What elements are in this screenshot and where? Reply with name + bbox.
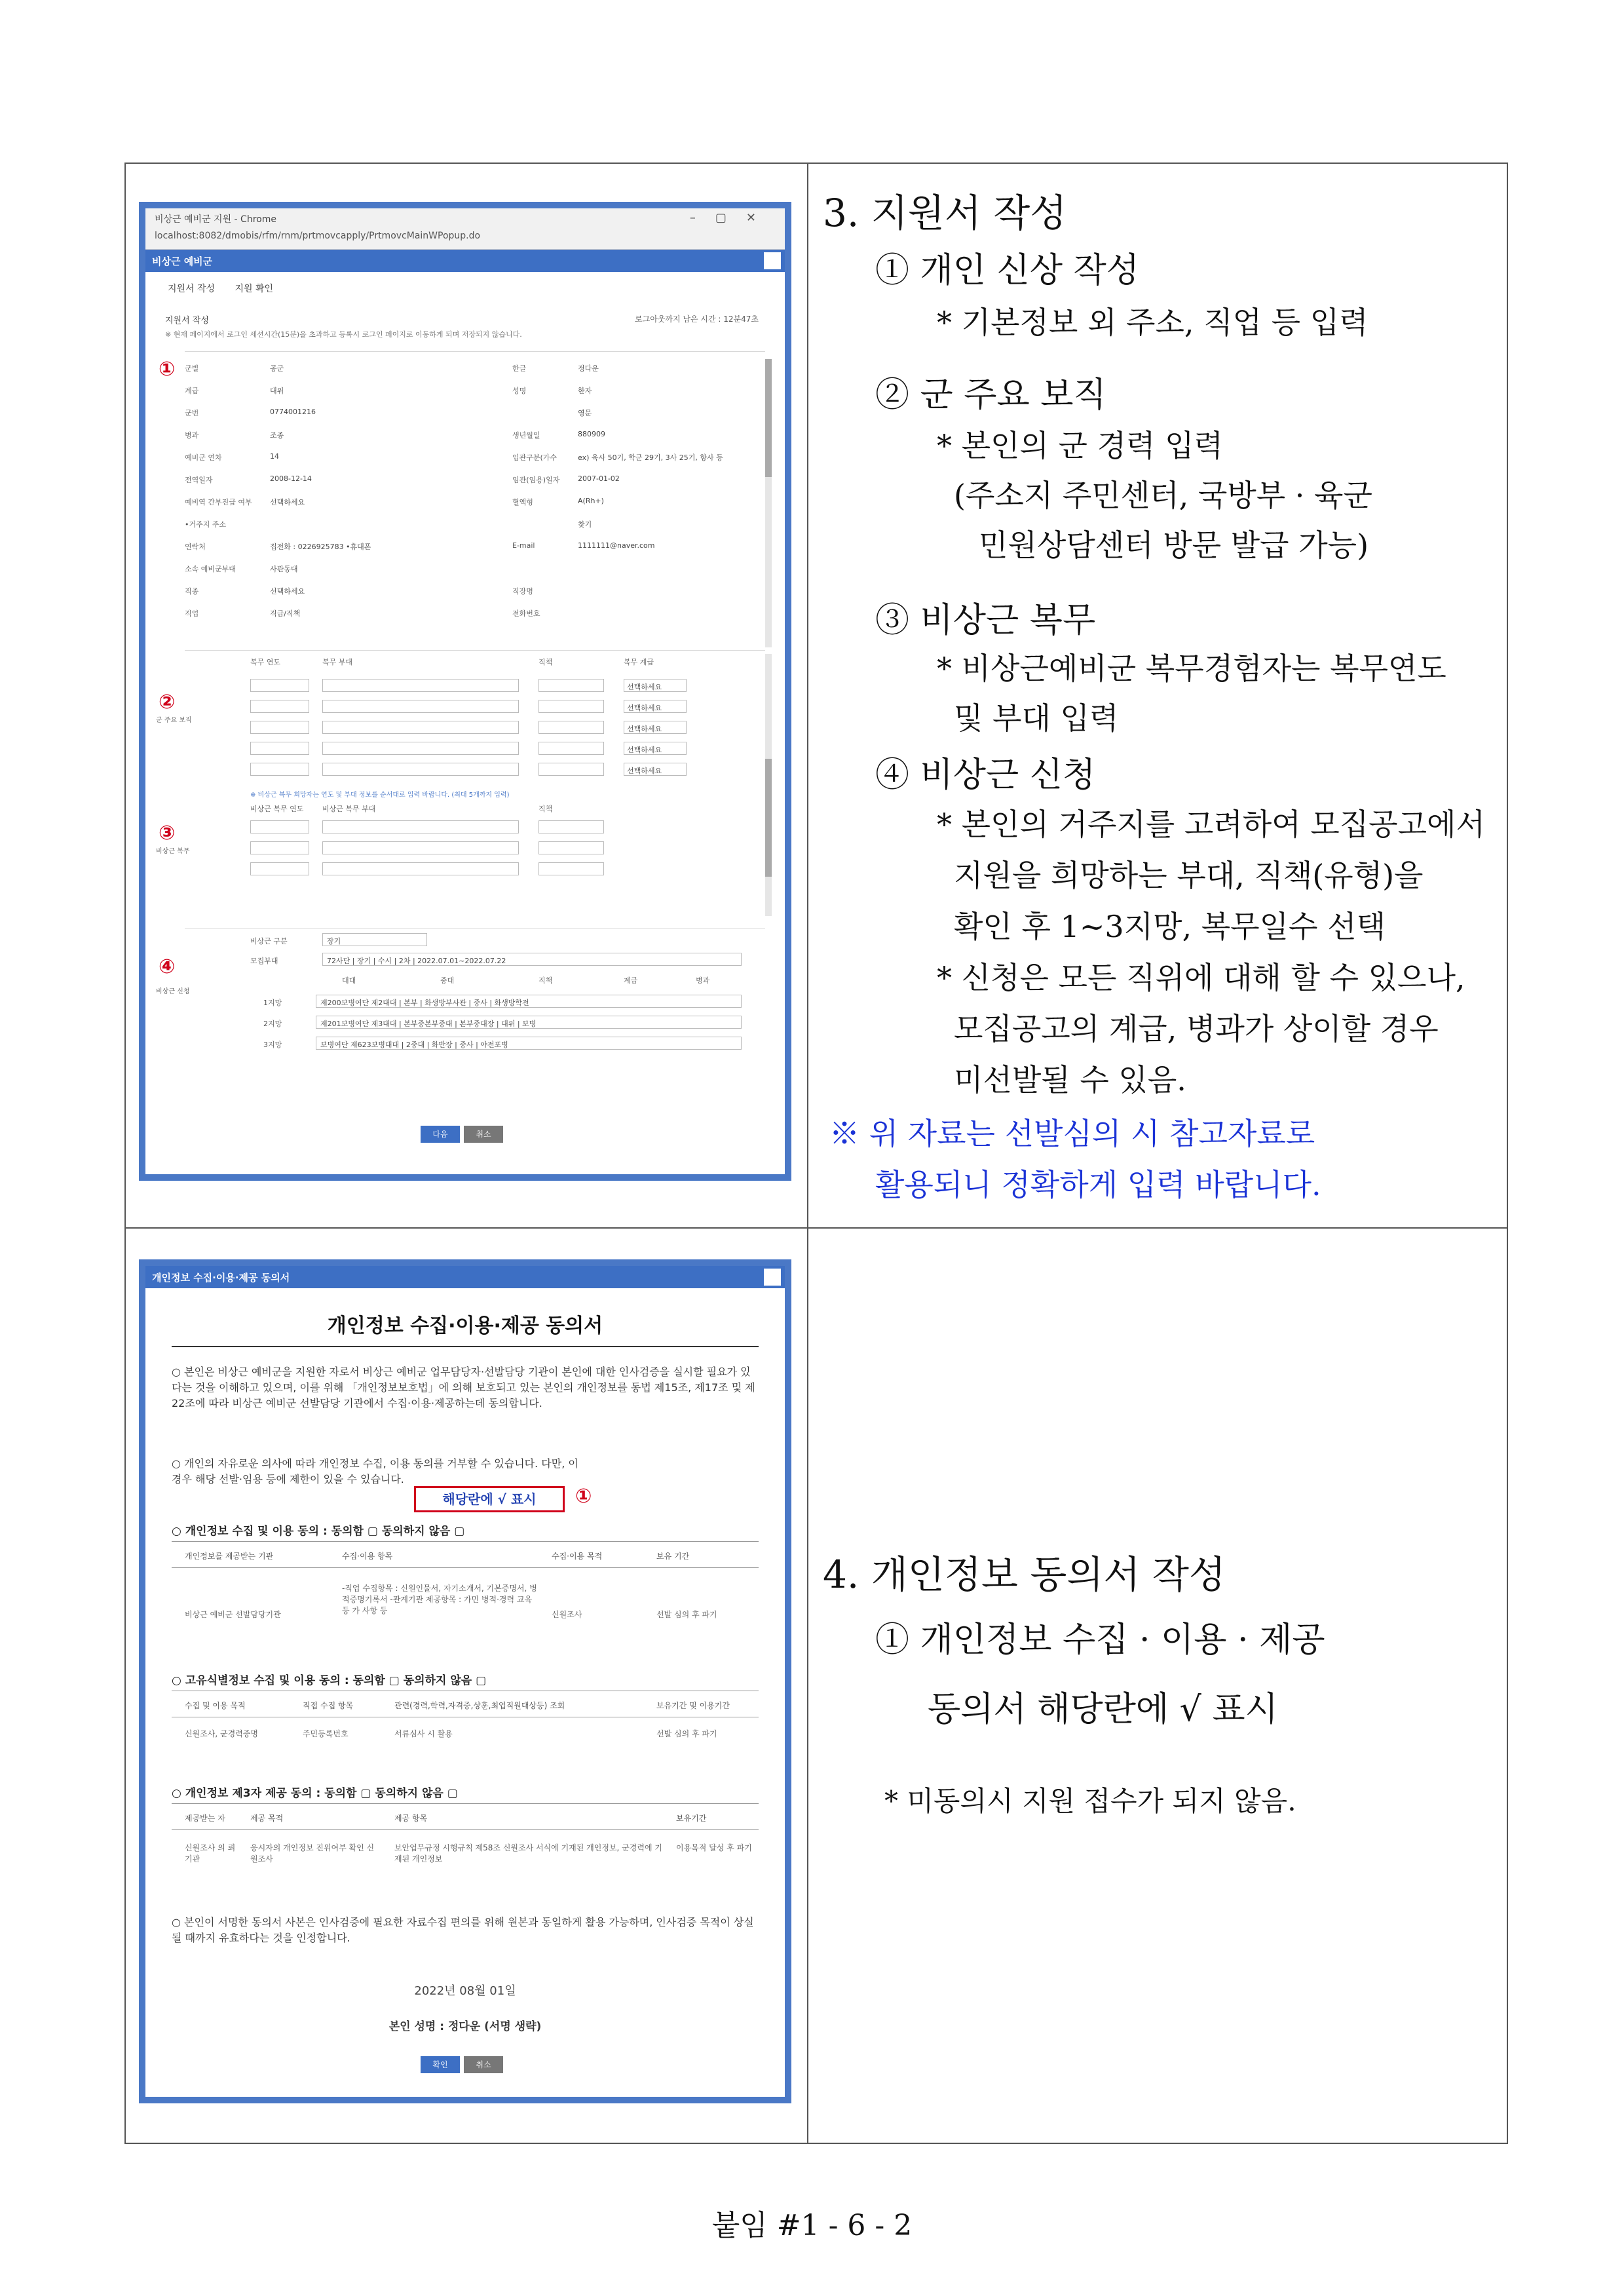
apply-header-company: 중대 <box>440 976 455 985</box>
select-value: 선택하세요 <box>627 704 662 712</box>
career-header-role: 직책 <box>538 658 553 666</box>
career-rank-select[interactable] <box>624 679 687 692</box>
field-label: E-mail <box>512 541 535 550</box>
side-label-career: 군 주요 보직 <box>156 717 192 724</box>
career-header-rank: 복무 계급 <box>624 658 654 666</box>
popup-titlebar <box>145 250 785 272</box>
t1-header-1: 수집·이용 항목 <box>342 1552 393 1561</box>
side-label-reserve: 비상근 복무 <box>156 848 190 855</box>
t1-header-0: 개인정보를 제공받는 기관 <box>185 1552 274 1561</box>
item-4-note-5: 미선발될 수 있음. <box>954 1062 1186 1098</box>
t1-header-2: 수집·이용 목적 <box>552 1552 603 1561</box>
consent-instruction-2: 동의서 해당란에 √ 표시 <box>928 1690 1278 1729</box>
consent-para-2: ○ 개인의 자유로운 의사에 따라 개인정보 수집, 이용 동의를 거부할 수 있습니다. 다만, 이 경우 해당 선발·임용 등에 제한이 있을 수 있습니다. <box>172 1457 578 1485</box>
apply-choice-select[interactable] <box>316 1037 742 1050</box>
consent-instruction-1: ① 개인정보 수집 · 이용 · 제공 <box>875 1620 1325 1660</box>
field-label: 예비군 연차 <box>185 453 222 462</box>
item-4-title: ④ 비상근 신청 <box>875 756 1096 795</box>
select-value: 선택하세요 <box>627 683 662 691</box>
field-value[interactable]: ex) 육사 50기, 학군 29기, 3사 25기, 항사 등 <box>578 453 723 462</box>
career-input[interactable] <box>250 763 309 776</box>
career-input[interactable] <box>322 679 519 692</box>
apply-rank-label: 2지망 <box>263 1020 282 1028</box>
career-rank-select[interactable] <box>624 763 687 776</box>
divider <box>185 650 765 651</box>
career-input[interactable] <box>538 763 604 776</box>
field-value[interactable]: A(Rh+) <box>578 497 604 505</box>
table-line <box>172 1803 759 1804</box>
field-value[interactable]: 직급/직책 <box>270 609 301 618</box>
field-label: 군번 <box>185 409 199 417</box>
item-4-note-3: * 신청은 모든 직위에 대해 할 수 있으나, <box>937 960 1465 995</box>
consent-form-screenshot <box>139 1259 791 2103</box>
item-2-note-2: 민원상담센터 방문 발급 가능) <box>979 527 1369 563</box>
session-notice: ※ 현재 페이지에서 로그인 세션시간(15분)을 초과하고 등록시 로그인 페이지로 이동하게 되며 저장되지 않습니다. <box>165 330 522 339</box>
cancel-button[interactable]: 취소 <box>464 2056 503 2073</box>
field-label: 직장명 <box>512 587 533 596</box>
consent-section-2[interactable]: ○ 고유식별정보 수집 및 이용 동의 : 동의함 ▢ 동의하지 않음 ▢ <box>172 1674 487 1687</box>
career-input[interactable] <box>322 700 519 713</box>
warning-line-1: ※ 위 자료는 선발심의 시 참고자료로 <box>829 1116 1315 1151</box>
next-button[interactable]: 다음 <box>421 1126 460 1143</box>
t3-header-1: 제공 목적 <box>250 1814 284 1823</box>
t2-cell-2: 서류심사 시 활용 <box>394 1729 453 1738</box>
field-label: 전역일자 <box>185 476 213 484</box>
consent-note: * 미동의시 지원 접수가 되지 않음. <box>884 1785 1296 1817</box>
field-value[interactable]: 14 <box>270 452 279 461</box>
apply-rank-label: 3지망 <box>263 1041 282 1049</box>
reserve-input[interactable] <box>538 841 604 854</box>
t2-header-3: 보유기간 및 이용기간 <box>656 1701 730 1710</box>
close-icon[interactable] <box>764 1269 781 1286</box>
field-label: 성명 <box>512 387 527 395</box>
career-note: ※ 비상근 복무 희망자는 연도 및 부대 정보를 순서대로 입력 바랍니다. (최대 5개까지 입력) <box>250 792 510 799</box>
t3-header-3: 보유기간 <box>676 1814 707 1823</box>
consent-para-3: ○ 본인이 서명한 동의서 사본은 인사검증에 필요한 자료수집 편의를 위해 원본과 동일하게 활용 가능하며, 인사검증 목적이 상실될 때까지 유효하다는 것을 인정합니다. <box>172 1916 754 1944</box>
t2-cell-3: 선발 심의 후 파기 <box>656 1729 717 1738</box>
t3-header-2: 제공 항목 <box>394 1814 428 1823</box>
section-3-heading: 3. 지원서 작성 <box>823 191 1067 235</box>
recruit-select[interactable]: 72사단 | 장기 | 수시 | 2차 | 2022.07.01~2022.07.22 <box>322 953 742 966</box>
select-value: 제201보병여단 제3대대 | 본부중본부중대 | 본부중대장 | 대위 | 보병 <box>320 1020 537 1028</box>
marker-2: ② <box>159 691 176 714</box>
application-form-screenshot <box>139 202 791 1181</box>
reserve-input[interactable] <box>250 841 309 854</box>
field-value[interactable]: 2008-12-14 <box>270 474 312 483</box>
field-value[interactable]: 1111111@naver.com <box>578 541 655 550</box>
reserve-input[interactable] <box>322 841 519 854</box>
table-divider-horizontal <box>124 1227 1508 1229</box>
field-value[interactable]: 2007-01-02 <box>578 474 620 483</box>
apply-choice-select[interactable] <box>316 995 742 1008</box>
career-input[interactable] <box>538 742 604 755</box>
apply-header-role: 직책 <box>538 976 553 985</box>
career-input[interactable] <box>250 742 309 755</box>
field-value[interactable]: 880909 <box>578 430 605 438</box>
scrollbar[interactable] <box>765 654 772 916</box>
field-value[interactable]: 정다운 <box>578 364 599 373</box>
career-rank-select[interactable] <box>624 721 687 734</box>
item-3-title: ③ 비상근 복무 <box>875 601 1096 640</box>
t2-cell-1: 주민등록번호 <box>303 1729 349 1738</box>
item-1-title: ① 개인 신상 작성 <box>875 251 1139 290</box>
career-header-year: 복무 연도 <box>250 658 281 666</box>
t3-cell-3: 이용목적 달성 후 파기 <box>676 1843 752 1852</box>
close-icon[interactable] <box>764 252 781 269</box>
field-value[interactable]: 집전화 : 0226925783 •휴대폰 <box>270 543 371 551</box>
career-rank-select[interactable] <box>624 742 687 755</box>
reserve-header-unit: 비상근 복무 부대 <box>322 805 376 813</box>
marker-3: ③ <box>159 822 176 845</box>
reserve-input[interactable] <box>322 862 519 875</box>
field-label: 전화번호 <box>512 609 540 618</box>
select-value: 선택하세요 <box>627 767 662 775</box>
reserve-header-role: 직책 <box>538 805 553 813</box>
select-value: 제200보병여단 제2대대 | 본부 | 화생방부사관 | 중사 | 화생방학전 <box>320 999 529 1007</box>
apply-rank-label: 1지망 <box>263 999 282 1007</box>
item-2-note-0: * 본인의 군 경력 입력 <box>937 428 1223 463</box>
item-1-note-0: * 기본정보 외 주소, 직업 등 입력 <box>937 305 1369 340</box>
apply-type-label: 비상근 구분 <box>250 937 288 946</box>
session-timer: 로그아웃까지 남은 시간 : 12분47초 <box>635 315 759 324</box>
field-value[interactable]: 사관동대 <box>270 565 298 573</box>
t2-header-2: 관련(경력,학력,자격증,상훈,최업직원대상등) 조회 <box>394 1701 565 1710</box>
consent-title: 개인정보 수집·이용·제공 동의서 <box>327 1314 603 1337</box>
marker-4: ④ <box>159 955 176 978</box>
apply-choice-select[interactable] <box>316 1016 742 1029</box>
t1-header-3: 보유 기간 <box>656 1552 690 1561</box>
field-label: •거주지 주소 <box>185 520 227 529</box>
reserve-input[interactable] <box>538 820 604 833</box>
field-label: 병과 <box>185 431 199 440</box>
section-title: 지원서 작성 <box>165 316 209 326</box>
title-rule <box>172 1346 759 1347</box>
warning-line-2: 활용되니 정확하게 입력 바랍니다. <box>875 1167 1321 1202</box>
divider <box>185 351 765 352</box>
t1-cell-2: 신원조사 <box>552 1610 582 1619</box>
popup-title: 비상근 예비군 <box>152 256 213 267</box>
table-divider-vertical <box>807 163 808 2144</box>
field-label: 혈액형 <box>512 498 533 507</box>
table-line <box>172 1829 759 1830</box>
tab-confirm[interactable]: 지원 확인 <box>235 284 274 294</box>
item-4-note-4: 모집공고의 계급, 병과가 상이할 경우 <box>954 1011 1439 1046</box>
side-label-apply: 비상근 신청 <box>156 988 190 995</box>
field-label: 직업 <box>185 609 199 618</box>
consent-date: 2022년 08월 01일 <box>414 1984 516 1998</box>
field-value[interactable]: 영문 <box>578 409 592 417</box>
field-value[interactable]: 선택하세요 <box>270 587 305 596</box>
career-input[interactable] <box>322 742 519 755</box>
browser-titlebar <box>145 208 785 250</box>
consent-para-1: ○ 본인은 비상근 예비군을 지원한 자로서 비상근 예비군 업무담당자·선발담당 기관이 본인에 대한 인사검증을 실시할 필요가 있다는 것을 이해하고 있으며, 이를 위해 「개인정보보호법」에 의해 보호되고 있는 본인의 개인정보를 동법 제15조, 제17조 및 제22조에 따라 비상근 예비군 선발담당 기관에서 수집·이용·제공하는데 동의합니다. <box>172 1366 755 1409</box>
reserve-input[interactable] <box>538 862 604 875</box>
browser-url[interactable]: localhost:8082/dmobis/rfm/rnm/prtmovcapply/PrtmovcMainWPopup.do <box>155 231 481 241</box>
field-value[interactable]: 0774001216 <box>270 408 316 416</box>
window-controls-icon[interactable]: –▢✕ <box>689 211 776 225</box>
career-input[interactable] <box>538 679 604 692</box>
reserve-header-year: 비상근 복무 연도 <box>250 805 304 813</box>
career-input[interactable] <box>322 763 519 776</box>
apply-type-select[interactable]: 장기 <box>322 933 427 946</box>
t3-cell-1: 응시자의 개인정보 진위여부 확인 신원조사 <box>250 1843 375 1864</box>
field-value[interactable]: 찾기 <box>578 520 592 529</box>
career-input[interactable] <box>538 721 604 734</box>
popup-titlebar <box>145 1266 785 1288</box>
apply-header-rank: 계급 <box>624 976 638 985</box>
select-value: 보병여단 제623보병대대 | 2중대 | 화반장 | 중사 | 야전포병 <box>320 1041 508 1049</box>
t1-cell-1: -직업 수집항목 : 신원인물서, 자기소개서, 기본증명서, 병적증명기록서 -관계기관 제공항목 : 가민 병적·경력 교육 등 가 사항 등 <box>342 1584 537 1615</box>
marker-1: ① <box>575 1485 592 1508</box>
t1-cell-3: 선발 심의 후 파기 <box>656 1610 717 1619</box>
browser-title: 비상근 예비군 지원 - Chrome <box>155 214 276 225</box>
t3-cell-2: 보안업무규정 시행규칙 제58조 신원조사 서식에 기재된 개인정보, 군경력에 기재된 개인정보 <box>394 1843 662 1864</box>
confirm-button[interactable]: 확인 <box>421 2056 460 2073</box>
t2-header-1: 직접 수집 항목 <box>303 1701 354 1710</box>
reserve-input[interactable] <box>322 820 519 833</box>
reserve-input[interactable] <box>250 820 309 833</box>
t3-header-0: 제공받는 자 <box>185 1814 225 1823</box>
scrollbar[interactable] <box>765 359 772 647</box>
table-line <box>172 1541 759 1542</box>
item-2-title: ② 군 주요 보직 <box>875 375 1106 415</box>
form-tabs <box>168 282 290 295</box>
apply-header-battalion: 대대 <box>342 976 356 985</box>
select-value: 선택하세요 <box>627 725 662 733</box>
field-label: 임관(임용)일자 <box>512 476 560 484</box>
item-4-note-1: 지원을 희망하는 부대, 직책(유형)을 <box>954 858 1424 893</box>
item-4-note-0: * 본인의 거주지를 고려하여 모집공고에서 <box>937 807 1485 842</box>
consent-signature: 본인 성명 : 정다운 (서명 생략) <box>388 2020 542 2033</box>
career-rank-select[interactable] <box>624 700 687 713</box>
career-input[interactable] <box>322 721 519 734</box>
field-value[interactable]: 공군 <box>270 364 284 373</box>
popup-title: 개인정보 수집·이용·제공 동의서 <box>152 1272 290 1284</box>
field-label: 예비역 간부진급 여부 <box>185 498 252 507</box>
item-2-note-1: (주소지 주민센터, 국방부 · 육군 <box>954 478 1372 513</box>
t1-cell-0: 비상근 예비군 선발담당기관 <box>185 1610 281 1619</box>
field-value[interactable]: 선택하세요 <box>270 498 305 507</box>
field-label: 연락처 <box>185 543 206 551</box>
table-line <box>172 1567 759 1568</box>
career-input[interactable] <box>250 721 309 734</box>
career-input[interactable] <box>250 700 309 713</box>
select-value: 선택하세요 <box>627 746 662 754</box>
field-label: 소속 예비군부대 <box>185 565 236 573</box>
field-label: 직종 <box>185 587 199 596</box>
consent-section-3[interactable]: ○ 개인정보 제3자 제공 동의 : 동의함 ▢ 동의하지 않음 ▢ <box>172 1787 458 1800</box>
career-input[interactable] <box>538 700 604 713</box>
field-value[interactable]: 대위 <box>270 387 284 395</box>
item-3-note-0: * 비상근예비군 복무경험자는 복무연도 <box>937 651 1446 686</box>
recruit-label: 모집부대 <box>250 957 278 965</box>
field-label: 군별 <box>185 364 199 373</box>
t2-header-0: 수집 및 이용 목적 <box>185 1701 246 1710</box>
field-label: 한글 <box>512 364 527 373</box>
consent-section-1[interactable]: ○ 개인정보 수집 및 이용 동의 : 동의함 ▢ 동의하지 않음 ▢ <box>172 1525 465 1538</box>
reserve-input[interactable] <box>250 862 309 875</box>
item-3-note-1: 및 부대 입력 <box>954 700 1119 736</box>
field-value[interactable]: 한자 <box>578 387 592 395</box>
tab-apply[interactable]: 지원서 작성 <box>168 284 216 294</box>
marker-1: ① <box>159 358 176 381</box>
section-4-heading: 4. 개인정보 동의서 작성 <box>823 1552 1226 1597</box>
t3-cell-0: 신원조사 의 뢰기관 <box>185 1843 236 1864</box>
check-instruction-box: 해당란에 √ 표시 <box>414 1486 565 1512</box>
item-4-note-2: 확인 후 1~3지망, 복무일수 선택 <box>954 909 1386 944</box>
t2-cell-0: 신원조사, 군경력증명 <box>185 1729 258 1738</box>
apply-header-branch: 병과 <box>696 976 710 985</box>
field-label: 생년월일 <box>512 431 540 440</box>
page-footer: 붙임 #1 - 6 - 2 <box>711 2209 913 2242</box>
field-value[interactable]: 조종 <box>270 431 284 440</box>
career-input[interactable] <box>250 679 309 692</box>
field-label: 입관구분(가수 <box>512 453 557 462</box>
career-header-unit: 복무 부대 <box>322 658 353 666</box>
cancel-button[interactable]: 취소 <box>464 1126 503 1143</box>
field-label: 계급 <box>185 387 199 395</box>
